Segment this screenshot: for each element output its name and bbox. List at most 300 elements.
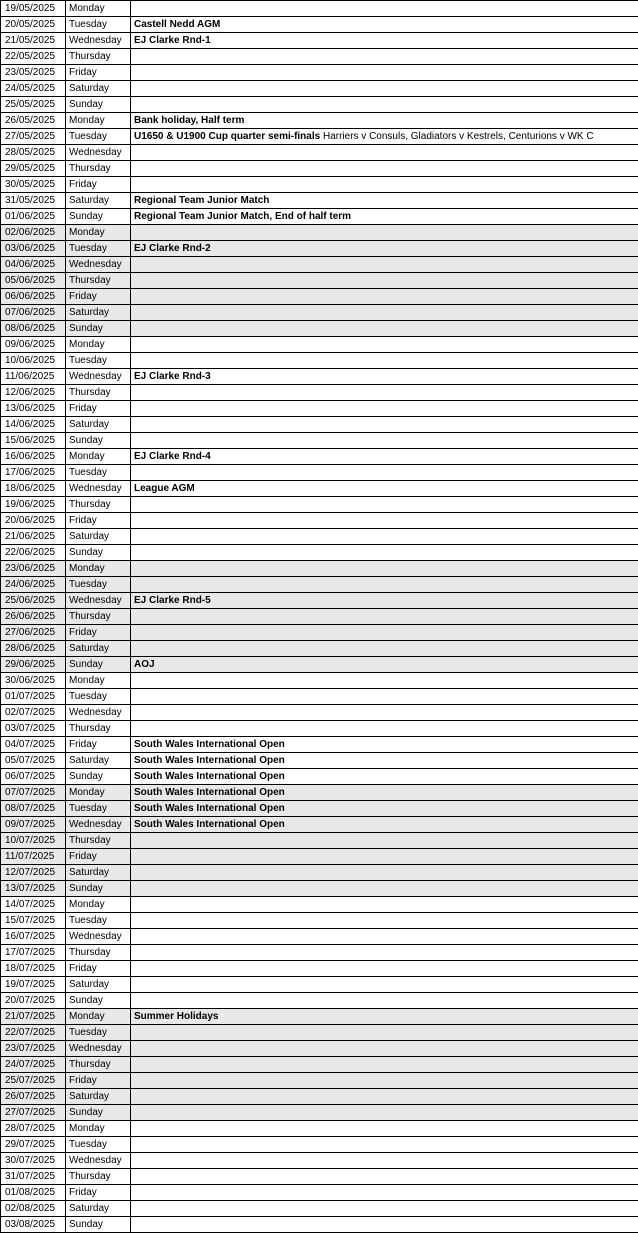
date-cell[interactable]: 20/05/2025 (1, 17, 66, 33)
event-cell[interactable] (131, 769, 638, 785)
calendar-row (1, 129, 638, 145)
date-cell[interactable]: 02/06/2025 (1, 225, 66, 241)
event-cell[interactable] (131, 1121, 638, 1137)
event-cell[interactable] (131, 1057, 638, 1073)
date-cell[interactable]: 25/07/2025 (1, 1073, 66, 1089)
day-cell[interactable]: Saturday (66, 865, 131, 881)
day-cell[interactable]: Monday (66, 897, 131, 913)
date-cell[interactable]: 27/06/2025 (1, 625, 66, 641)
day-cell[interactable]: Thursday (66, 49, 131, 65)
event-cell[interactable] (131, 33, 638, 49)
calendar-row (1, 289, 638, 305)
calendar-row (1, 17, 638, 33)
date-cell[interactable]: 17/07/2025 (1, 945, 66, 961)
date-cell[interactable]: 03/07/2025 (1, 721, 66, 737)
date-cell[interactable]: 29/05/2025 (1, 161, 66, 177)
day-cell[interactable]: Thursday (66, 833, 131, 849)
date-cell[interactable]: 05/07/2025 (1, 753, 66, 769)
date-cell[interactable]: 08/07/2025 (1, 801, 66, 817)
event-cell[interactable] (131, 849, 638, 865)
date-cell[interactable]: 19/05/2025 (1, 1, 66, 17)
date-cell[interactable]: 11/07/2025 (1, 849, 66, 865)
date-cell[interactable]: 26/05/2025 (1, 113, 66, 129)
event-cell[interactable] (131, 545, 638, 561)
date-cell[interactable]: 13/07/2025 (1, 881, 66, 897)
calendar-row (1, 1217, 638, 1233)
day-cell[interactable]: Thursday (66, 385, 131, 401)
calendar-row (1, 33, 638, 49)
date-cell[interactable]: 31/07/2025 (1, 1169, 66, 1185)
day-cell[interactable]: Saturday (66, 977, 131, 993)
day-cell[interactable]: Thursday (66, 945, 131, 961)
calendar-row (1, 209, 638, 225)
event-cell[interactable] (131, 289, 638, 305)
day-cell[interactable]: Sunday (66, 1217, 131, 1233)
calendar-row (1, 353, 638, 369)
calendar-row (1, 1025, 638, 1041)
day-cell[interactable]: Friday (66, 849, 131, 865)
event-cell[interactable] (131, 785, 638, 801)
event-cell[interactable] (131, 913, 638, 929)
event-cell[interactable] (131, 1137, 638, 1153)
day-cell[interactable]: Friday (66, 1185, 131, 1201)
date-cell[interactable]: 21/05/2025 (1, 33, 66, 49)
day-cell[interactable]: Saturday (66, 753, 131, 769)
event-cell[interactable] (131, 657, 638, 673)
day-cell[interactable]: Saturday (66, 417, 131, 433)
event-cell[interactable] (131, 801, 638, 817)
event-cell[interactable] (131, 881, 638, 897)
day-cell[interactable]: Thursday (66, 1057, 131, 1073)
event-cell[interactable] (131, 817, 638, 833)
date-cell[interactable]: 18/06/2025 (1, 481, 66, 497)
day-cell[interactable]: Saturday (66, 193, 131, 209)
date-cell[interactable]: 25/05/2025 (1, 97, 66, 113)
calendar-row (1, 1089, 638, 1105)
calendar-row (1, 1185, 638, 1201)
date-cell[interactable]: 03/08/2025 (1, 1217, 66, 1233)
calendar-row (1, 945, 638, 961)
date-cell[interactable]: 09/07/2025 (1, 817, 66, 833)
day-cell[interactable]: Monday (66, 337, 131, 353)
event-cell[interactable] (131, 97, 638, 113)
calendar-row (1, 513, 638, 529)
event-cell[interactable] (131, 433, 638, 449)
day-cell[interactable]: Friday (66, 513, 131, 529)
date-cell[interactable]: 29/07/2025 (1, 1137, 66, 1153)
event-cell[interactable] (131, 689, 638, 705)
date-cell[interactable]: 12/07/2025 (1, 865, 66, 881)
event-cell[interactable] (131, 385, 638, 401)
day-cell[interactable]: Wednesday (66, 33, 131, 49)
day-cell[interactable]: Tuesday (66, 129, 131, 145)
day-cell[interactable]: Monday (66, 225, 131, 241)
event-cell[interactable] (131, 273, 638, 289)
date-cell[interactable]: 11/06/2025 (1, 369, 66, 385)
calendar-row (1, 481, 638, 497)
calendar-row (1, 193, 638, 209)
date-cell[interactable]: 26/06/2025 (1, 609, 66, 625)
date-cell[interactable]: 30/05/2025 (1, 177, 66, 193)
calendar-row (1, 833, 638, 849)
event-cell[interactable] (131, 993, 638, 1009)
calendar-row (1, 177, 638, 193)
day-cell[interactable]: Sunday (66, 881, 131, 897)
day-cell[interactable]: Tuesday (66, 353, 131, 369)
event-cell[interactable] (131, 561, 638, 577)
date-cell[interactable]: 01/08/2025 (1, 1185, 66, 1201)
event-cell[interactable] (131, 625, 638, 641)
day-cell[interactable]: Sunday (66, 433, 131, 449)
date-cell[interactable]: 04/06/2025 (1, 257, 66, 273)
day-cell[interactable]: Thursday (66, 609, 131, 625)
day-cell[interactable]: Thursday (66, 161, 131, 177)
day-cell[interactable]: Tuesday (66, 913, 131, 929)
day-cell[interactable]: Tuesday (66, 1137, 131, 1153)
day-cell[interactable]: Wednesday (66, 929, 131, 945)
event-cell[interactable] (131, 1089, 638, 1105)
calendar-row (1, 593, 638, 609)
event-cell[interactable] (131, 1201, 638, 1217)
calendar-row (1, 1105, 638, 1121)
event-title: Regional Team Junior Match (134, 195, 270, 206)
date-cell[interactable]: 12/06/2025 (1, 385, 66, 401)
event-cell[interactable] (131, 641, 638, 657)
day-cell[interactable]: Thursday (66, 497, 131, 513)
date-cell[interactable]: 27/05/2025 (1, 129, 66, 145)
event-cell[interactable] (131, 497, 638, 513)
event-cell[interactable] (131, 481, 638, 497)
date-cell[interactable]: 23/05/2025 (1, 65, 66, 81)
event-cell[interactable] (131, 417, 638, 433)
day-cell[interactable]: Friday (66, 961, 131, 977)
event-title: Summer Holidays (134, 1011, 219, 1022)
date-cell[interactable]: 24/05/2025 (1, 81, 66, 97)
calendar-row (1, 705, 638, 721)
calendar-row (1, 65, 638, 81)
date-cell[interactable]: 10/06/2025 (1, 353, 66, 369)
calendar-row (1, 641, 638, 657)
day-cell[interactable]: Saturday (66, 81, 131, 97)
event-title: South Wales International Open (134, 755, 285, 766)
calendar-row (1, 657, 638, 673)
calendar-row (1, 225, 638, 241)
calendar-row (1, 97, 638, 113)
event-cell[interactable] (131, 305, 638, 321)
calendar-row (1, 625, 638, 641)
day-cell[interactable]: Tuesday (66, 241, 131, 257)
date-cell[interactable]: 22/07/2025 (1, 1025, 66, 1041)
date-cell[interactable]: 14/07/2025 (1, 897, 66, 913)
event-cell[interactable] (131, 1, 638, 17)
date-cell[interactable]: 10/07/2025 (1, 833, 66, 849)
day-cell[interactable]: Monday (66, 561, 131, 577)
event-cell[interactable] (131, 1073, 638, 1089)
day-cell[interactable]: Wednesday (66, 481, 131, 497)
event-title: AOJ (134, 659, 155, 670)
calendar-row (1, 1057, 638, 1073)
calendar-row (1, 497, 638, 513)
date-cell[interactable]: 16/07/2025 (1, 929, 66, 945)
event-cell[interactable] (131, 961, 638, 977)
event-cell[interactable] (131, 1041, 638, 1057)
date-cell[interactable]: 16/06/2025 (1, 449, 66, 465)
event-cell[interactable] (131, 65, 638, 81)
date-cell[interactable]: 08/06/2025 (1, 321, 66, 337)
event-cell[interactable] (131, 81, 638, 97)
date-cell[interactable]: 02/07/2025 (1, 705, 66, 721)
day-cell[interactable]: Monday (66, 1, 131, 17)
date-cell[interactable]: 21/07/2025 (1, 1009, 66, 1025)
date-cell[interactable]: 02/08/2025 (1, 1201, 66, 1217)
day-cell[interactable]: Sunday (66, 657, 131, 673)
day-cell[interactable]: Tuesday (66, 465, 131, 481)
event-title: EJ Clarke Rnd-5 (134, 595, 211, 606)
date-cell[interactable]: 20/07/2025 (1, 993, 66, 1009)
calendar-row (1, 1169, 638, 1185)
event-cell[interactable] (131, 865, 638, 881)
day-cell[interactable]: Thursday (66, 273, 131, 289)
calendar-row (1, 369, 638, 385)
event-cell[interactable] (131, 449, 638, 465)
event-title: South Wales International Open (134, 771, 285, 782)
date-cell[interactable]: 06/07/2025 (1, 769, 66, 785)
date-cell[interactable]: 18/07/2025 (1, 961, 66, 977)
event-cell[interactable] (131, 737, 638, 753)
day-cell[interactable]: Sunday (66, 321, 131, 337)
event-cell[interactable] (131, 1169, 638, 1185)
event-title: EJ Clarke Rnd-3 (134, 371, 211, 382)
calendar-row (1, 401, 638, 417)
day-cell[interactable]: Friday (66, 401, 131, 417)
calendar-row (1, 321, 638, 337)
event-cell[interactable] (131, 145, 638, 161)
calendar-row (1, 689, 638, 705)
date-cell[interactable]: 19/07/2025 (1, 977, 66, 993)
event-cell[interactable] (131, 513, 638, 529)
calendar-row (1, 81, 638, 97)
date-cell[interactable]: 09/06/2025 (1, 337, 66, 353)
day-cell[interactable]: Wednesday (66, 817, 131, 833)
day-cell[interactable]: Wednesday (66, 1041, 131, 1057)
event-cell[interactable] (131, 1105, 638, 1121)
event-title: U1650 & U1900 Cup quarter semi-finals (134, 131, 321, 142)
event-cell[interactable] (131, 321, 638, 337)
event-cell[interactable] (131, 945, 638, 961)
calendar-row (1, 1041, 638, 1057)
event-cell[interactable] (131, 1185, 638, 1201)
day-cell[interactable]: Saturday (66, 529, 131, 545)
event-cell[interactable] (131, 1153, 638, 1169)
date-cell[interactable]: 01/06/2025 (1, 209, 66, 225)
day-cell[interactable]: Friday (66, 625, 131, 641)
day-cell[interactable]: Monday (66, 673, 131, 689)
event-cell[interactable] (131, 193, 638, 209)
event-cell[interactable] (131, 113, 638, 129)
event-cell[interactable] (131, 753, 638, 769)
date-cell[interactable]: 29/06/2025 (1, 657, 66, 673)
calendar-row (1, 417, 638, 433)
day-cell[interactable]: Wednesday (66, 257, 131, 273)
event-cell[interactable] (131, 209, 638, 225)
event-cell[interactable] (131, 1025, 638, 1041)
day-cell[interactable]: Saturday (66, 305, 131, 321)
day-cell[interactable]: Wednesday (66, 705, 131, 721)
day-cell[interactable]: Friday (66, 289, 131, 305)
day-cell[interactable]: Sunday (66, 993, 131, 1009)
day-cell[interactable]: Saturday (66, 1089, 131, 1105)
event-cell[interactable] (131, 225, 638, 241)
date-cell[interactable]: 28/07/2025 (1, 1121, 66, 1137)
date-cell[interactable]: 01/07/2025 (1, 689, 66, 705)
day-cell[interactable]: Tuesday (66, 801, 131, 817)
calendar-row (1, 545, 638, 561)
date-cell[interactable]: 22/06/2025 (1, 545, 66, 561)
event-cell[interactable] (131, 241, 638, 257)
day-cell[interactable]: Monday (66, 1121, 131, 1137)
date-cell[interactable]: 14/06/2025 (1, 417, 66, 433)
day-cell[interactable]: Wednesday (66, 145, 131, 161)
day-cell[interactable]: Friday (66, 65, 131, 81)
event-cell[interactable] (131, 369, 638, 385)
event-cell[interactable] (131, 673, 638, 689)
calendar-row (1, 305, 638, 321)
event-cell[interactable] (131, 17, 638, 33)
calendar-row (1, 769, 638, 785)
event-cell[interactable] (131, 897, 638, 913)
event-title: Bank holiday, Half term (134, 115, 245, 126)
date-cell[interactable]: 15/06/2025 (1, 433, 66, 449)
day-cell[interactable]: Friday (66, 177, 131, 193)
day-cell[interactable]: Monday (66, 449, 131, 465)
event-cell[interactable] (131, 353, 638, 369)
date-cell[interactable]: 30/06/2025 (1, 673, 66, 689)
calendar-row (1, 1153, 638, 1169)
date-cell[interactable]: 06/06/2025 (1, 289, 66, 305)
calendar-row (1, 881, 638, 897)
event-cell[interactable] (131, 1009, 638, 1025)
date-cell[interactable]: 26/07/2025 (1, 1089, 66, 1105)
day-cell[interactable]: Wednesday (66, 593, 131, 609)
calendar-row (1, 817, 638, 833)
event-cell[interactable] (131, 1217, 638, 1233)
event-cell[interactable] (131, 401, 638, 417)
calendar-row (1, 433, 638, 449)
day-cell[interactable]: Tuesday (66, 1025, 131, 1041)
day-cell[interactable]: Tuesday (66, 17, 131, 33)
day-cell[interactable]: Tuesday (66, 577, 131, 593)
calendar-row (1, 449, 638, 465)
calendar-row (1, 49, 638, 65)
date-cell[interactable]: 30/07/2025 (1, 1153, 66, 1169)
date-cell[interactable]: 13/06/2025 (1, 401, 66, 417)
event-cell[interactable] (131, 49, 638, 65)
date-cell[interactable]: 20/06/2025 (1, 513, 66, 529)
event-cell[interactable] (131, 161, 638, 177)
event-detail: Harriers v Consuls, Gladiators v Kestrels, Centurions v WK C (320, 131, 594, 142)
day-cell[interactable]: Monday (66, 1009, 131, 1025)
event-title: Regional Team Junior Match, End of half term (134, 211, 352, 222)
calendar-row (1, 577, 638, 593)
day-cell[interactable]: Friday (66, 737, 131, 753)
calendar-row (1, 721, 638, 737)
day-cell[interactable]: Sunday (66, 769, 131, 785)
day-cell[interactable]: Sunday (66, 545, 131, 561)
day-cell[interactable]: Friday (66, 1073, 131, 1089)
event-cell[interactable] (131, 465, 638, 481)
event-cell[interactable] (131, 609, 638, 625)
calendar-row (1, 529, 638, 545)
day-cell[interactable]: Wednesday (66, 1153, 131, 1169)
day-cell[interactable]: Thursday (66, 721, 131, 737)
date-cell[interactable]: 23/07/2025 (1, 1041, 66, 1057)
event-cell[interactable] (131, 721, 638, 737)
date-cell[interactable]: 27/07/2025 (1, 1105, 66, 1121)
date-cell[interactable]: 07/07/2025 (1, 785, 66, 801)
date-cell[interactable]: 03/06/2025 (1, 241, 66, 257)
event-cell[interactable] (131, 577, 638, 593)
calendar-row (1, 785, 638, 801)
event-title: South Wales International Open (134, 739, 285, 750)
event-cell[interactable] (131, 257, 638, 273)
day-cell[interactable]: Sunday (66, 1105, 131, 1121)
date-cell[interactable]: 24/06/2025 (1, 577, 66, 593)
date-cell[interactable]: 07/06/2025 (1, 305, 66, 321)
date-cell[interactable]: 05/06/2025 (1, 273, 66, 289)
date-cell[interactable]: 17/06/2025 (1, 465, 66, 481)
event-cell[interactable] (131, 337, 638, 353)
calendar-row (1, 161, 638, 177)
date-cell[interactable]: 24/07/2025 (1, 1057, 66, 1073)
calendar-row (1, 145, 638, 161)
date-cell[interactable]: 19/06/2025 (1, 497, 66, 513)
calendar-body (1, 1, 638, 1233)
event-cell[interactable] (131, 977, 638, 993)
day-cell[interactable]: Saturday (66, 641, 131, 657)
date-cell[interactable]: 23/06/2025 (1, 561, 66, 577)
date-cell[interactable]: 21/06/2025 (1, 529, 66, 545)
event-cell[interactable] (131, 177, 638, 193)
date-cell[interactable]: 25/06/2025 (1, 593, 66, 609)
day-cell[interactable]: Thursday (66, 1169, 131, 1185)
date-cell[interactable]: 31/05/2025 (1, 193, 66, 209)
day-cell[interactable]: Sunday (66, 209, 131, 225)
calendar-row (1, 385, 638, 401)
event-cell[interactable] (131, 705, 638, 721)
event-cell[interactable] (131, 529, 638, 545)
calendar-row (1, 673, 638, 689)
day-cell[interactable]: Monday (66, 785, 131, 801)
event-cell[interactable] (131, 593, 638, 609)
calendar-row (1, 961, 638, 977)
date-cell[interactable]: 04/07/2025 (1, 737, 66, 753)
day-cell[interactable]: Monday (66, 113, 131, 129)
day-cell[interactable]: Saturday (66, 1201, 131, 1217)
event-cell[interactable] (131, 929, 638, 945)
day-cell[interactable]: Wednesday (66, 369, 131, 385)
event-cell[interactable] (131, 833, 638, 849)
calendar-row (1, 1009, 638, 1025)
date-cell[interactable]: 22/05/2025 (1, 49, 66, 65)
day-cell[interactable]: Tuesday (66, 689, 131, 705)
date-cell[interactable]: 28/05/2025 (1, 145, 66, 161)
date-cell[interactable]: 28/06/2025 (1, 641, 66, 657)
day-cell[interactable]: Sunday (66, 97, 131, 113)
date-cell[interactable]: 15/07/2025 (1, 913, 66, 929)
event-cell[interactable] (131, 129, 638, 145)
calendar-row (1, 609, 638, 625)
event-title: EJ Clarke Rnd-2 (134, 243, 211, 254)
